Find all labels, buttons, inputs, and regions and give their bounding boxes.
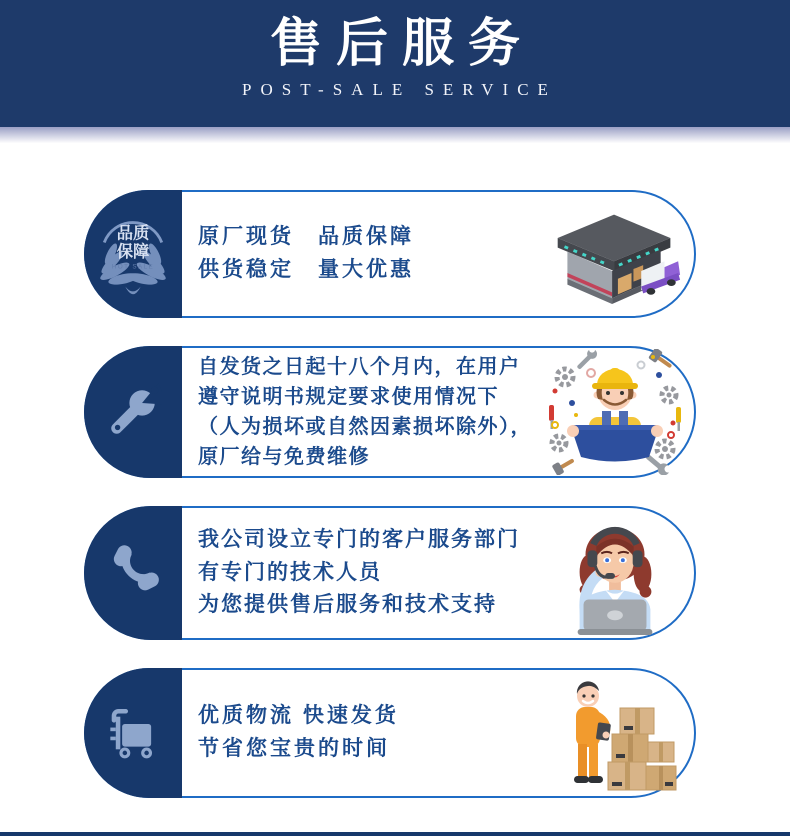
card-quality-line2: 供货稳定 量大优惠	[198, 258, 414, 281]
support-agent-illustration	[536, 510, 694, 636]
card-warranty-paragraph: 自发货之日起十八个月内，在用户遵守说明书规定要求使用情况下（人为损坏或自然因素损坏除外），原厂给与免费维修	[198, 356, 532, 468]
service-card-quality	[84, 190, 696, 318]
worker-tools-illustration	[536, 349, 694, 475]
courier-figure	[574, 681, 611, 783]
quality-badge-panel	[84, 190, 182, 318]
section-header	[0, 0, 790, 127]
header-shadow-divider	[0, 127, 790, 143]
card-support-line2: 有专门的技术人员	[198, 560, 382, 584]
wrench-icon	[104, 383, 162, 441]
card-logistics-line2: 节省您宝贵的时间	[198, 737, 390, 760]
card-quality-line1: 原厂现货 品质保障	[198, 225, 414, 249]
worker-tools-image	[544, 349, 686, 475]
badge-text-line3: HOT SALE	[111, 263, 155, 271]
card-support-text	[182, 524, 536, 622]
courier-boxes-illustration	[536, 672, 694, 794]
warehouse-truck-image	[542, 203, 688, 305]
card-quality-text	[182, 221, 536, 286]
page-title: 售后服务	[269, 15, 534, 73]
phone-panel	[84, 506, 182, 640]
badge-text-line2: 保障	[116, 242, 150, 261]
card-logistics-line1: 优质物流 快速发货	[198, 704, 399, 728]
service-card-support	[84, 506, 696, 640]
warehouse-truck-illustration	[536, 203, 694, 305]
card-support-line1: 我公司设立专门的客户服务部门	[198, 528, 520, 552]
quality-badge-icon	[87, 200, 179, 308]
service-card-logistics	[84, 668, 696, 798]
phone-icon	[104, 544, 162, 602]
card-support-line3: 为您提供售后服务和技术支持	[198, 593, 497, 617]
card-logistics-text	[182, 700, 536, 765]
wrench-panel	[84, 346, 182, 478]
worker-figure	[567, 368, 663, 462]
page-subtitle: POST-SALE SERVICE	[242, 80, 557, 99]
service-card-warranty	[84, 346, 696, 478]
boxes-stack	[608, 708, 676, 790]
badge-text-line1: 品质	[116, 224, 150, 243]
courier-boxes-image	[550, 672, 680, 794]
card-warranty-text	[182, 352, 536, 472]
trolley-panel	[84, 668, 182, 798]
support-agent-image	[556, 510, 674, 636]
bottom-divider-bar	[0, 832, 790, 836]
trolley-icon	[104, 704, 162, 762]
